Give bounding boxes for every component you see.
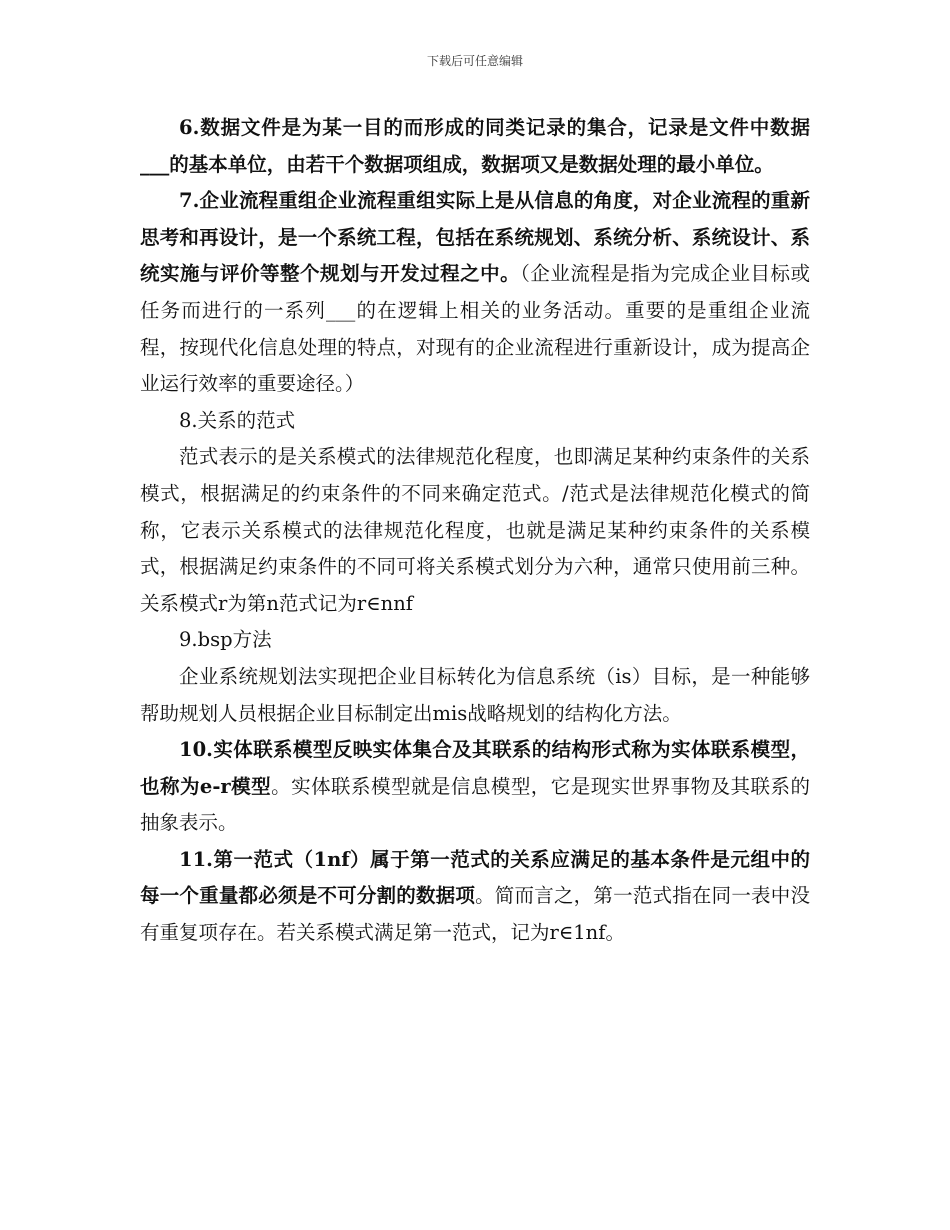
item-11-body: 。简而言之，第一范式指在同一表中没有重复项存在。若关系模式满足第一范式，记为r∈1nf。: [140, 884, 810, 945]
item-10-bold: 10.实体联系模型反映实体集合及其联系的结构形式称为实体联系模型，也称为e-r模型: [140, 738, 810, 798]
item-11: [140, 842, 810, 952]
item-9-body: 企业系统规划法实现把企业目标转化为信息系统（is）目标，是一种能够帮助规划人员根据企业目标制定出mis战略规划的结构化方法。: [140, 664, 810, 725]
item-6: 6.数据文件是为某一目的而形成的同类记录的集合，记录是文件中数据___的基本单位，由若干个数据项组成，数据项又是数据处理的最小单位。: [140, 116, 810, 176]
page-header: 下载后可任意编辑: [426, 54, 523, 68]
item-10-body: 。实体联系模型就是信息模型，它是现实世界事物及其联系的抽象表示。: [140, 774, 810, 835]
item-7-bold: 7.企业流程重组企业流程重组实际上是从信息的角度，对企业流程的重新思考和再设计，是一个系统工程，包括在系统规划、系统分析、系统设计、系统实施与评价等整个规划与开发过程之中。: [140, 189, 810, 286]
item-8-body: 范式表示的是关系模式的法律规范化程度，也即满足某种约束条件的关系模式，根据满足的约束条件的不同来确定范式。/范式是法律规范化模式的简称，它表示关系模式的法律规范化程度，也就是满足某种约束条件的关系模式，根据满足约束条件的不同可将关系模式划分为六种，通常只使用前三种。关系模式r为第n范式记为r∈nnf: [140, 445, 810, 615]
item-7: [140, 183, 810, 403]
item-9-heading: 9.bsp方法: [179, 628, 272, 652]
item-7-note: （企业流程是指为完成企业目标或任务而进行的一系列___的在逻辑上相关的业务活动。重要的是重组企业流程，按现代化信息处理的特点，对现有的企业流程进行重新设计，成为提高企业运行效率的重要途径。）: [140, 262, 810, 396]
item-8-heading: 8.关系的范式: [179, 408, 296, 432]
document-body: [140, 110, 810, 952]
item-11-bold: 11.第一范式（1nf）属于第一范式的关系应满足的基本条件是元组中的每一个重量都必须是不可分割的数据项: [140, 847, 810, 908]
item-10: [140, 732, 810, 842]
